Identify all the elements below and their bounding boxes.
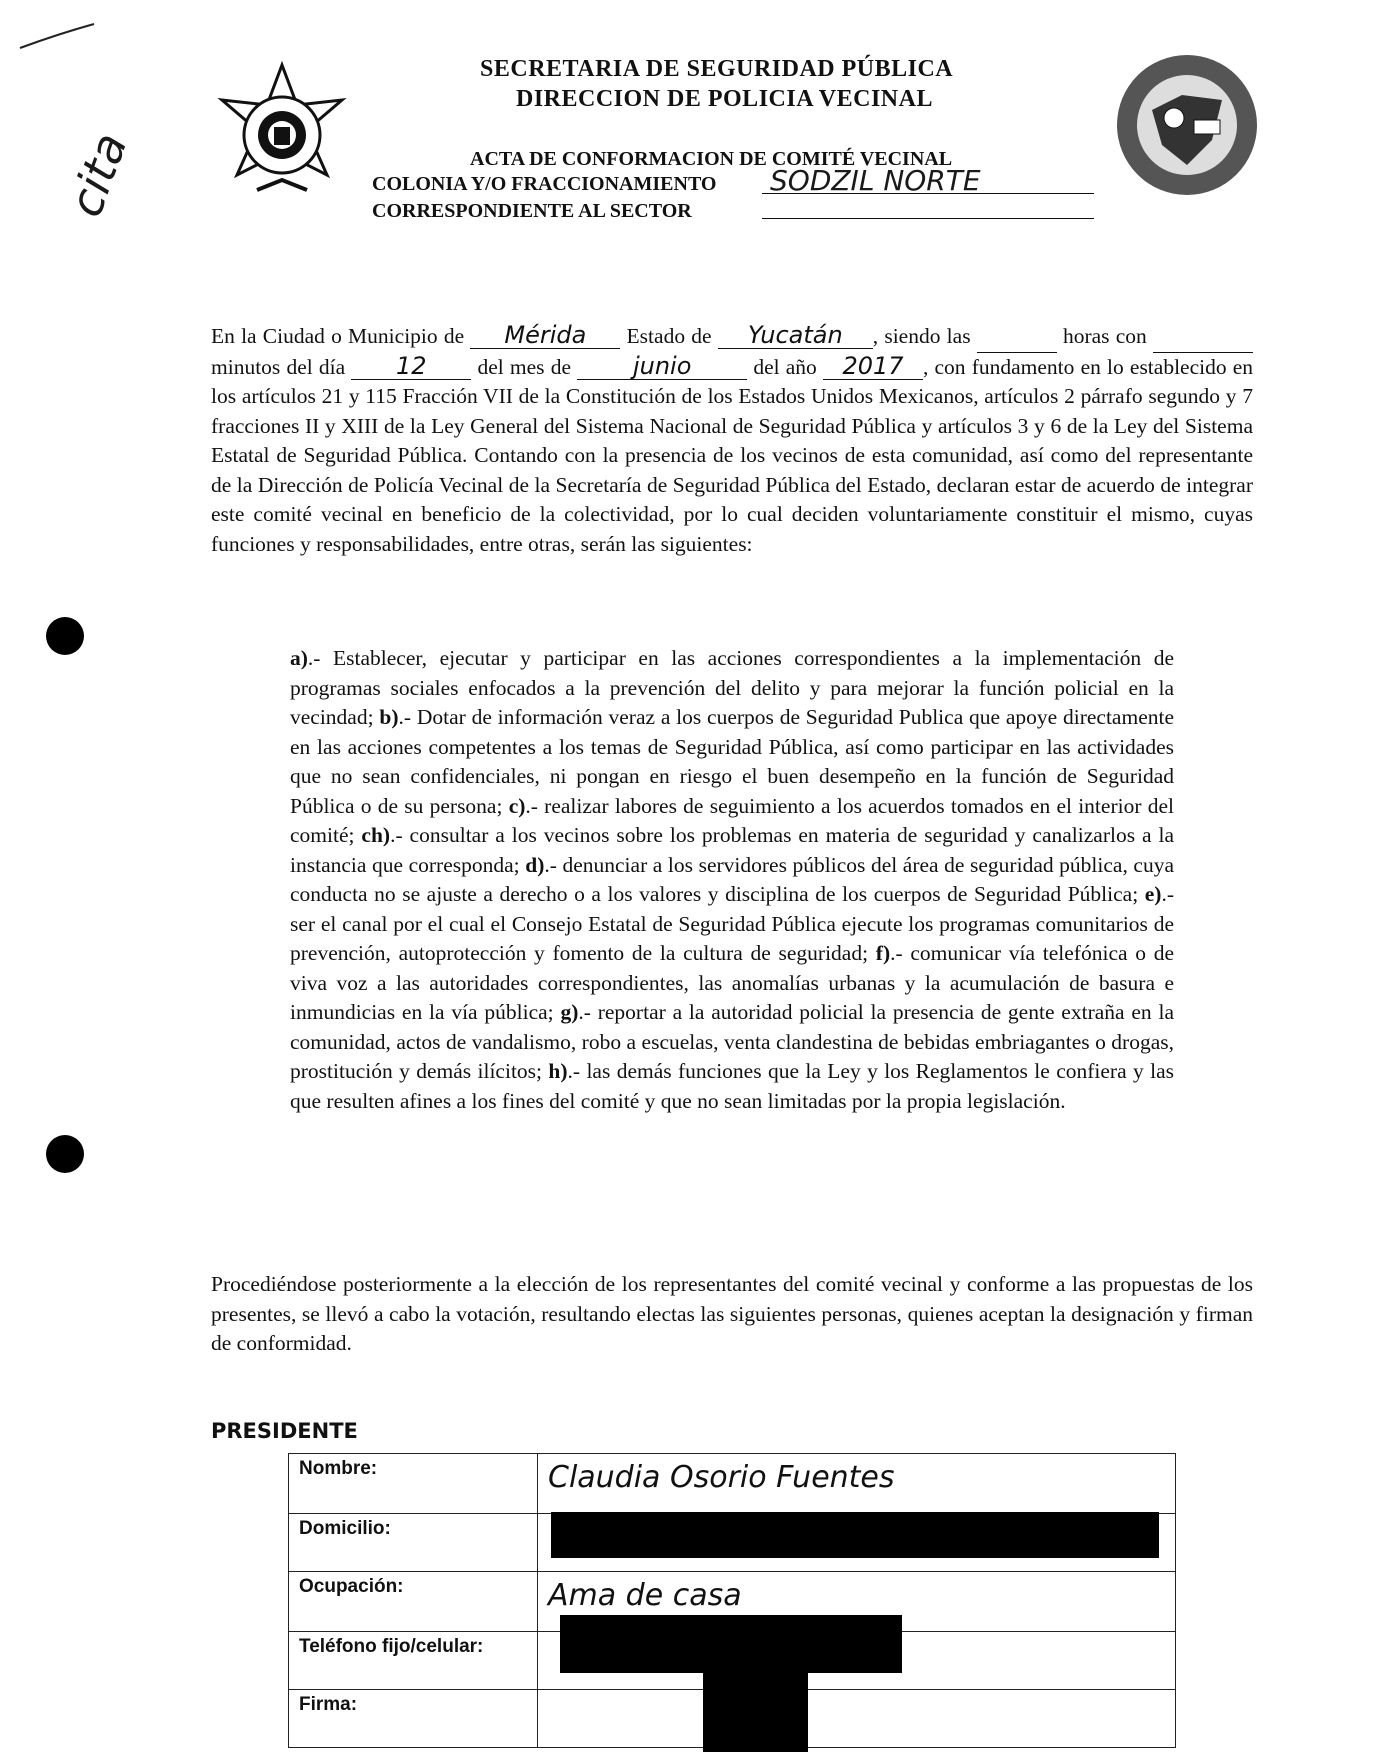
colonia-label: COLONIA Y/O FRACCIONAMIENTO (372, 173, 717, 195)
colonia-value: SODZIL NORTE (770, 164, 981, 197)
redacted-firma (703, 1670, 808, 1752)
sector-field-line (762, 218, 1094, 219)
header-title: SECRETARIA DE SEGURIDAD PÚBLICA (480, 56, 954, 82)
firma-label: Firma: (289, 1690, 538, 1748)
year-value: 2017 (823, 353, 923, 380)
margin-handwriting: cita (58, 125, 138, 224)
punch-hole-bottom (46, 1135, 84, 1173)
president-heading: PRESIDENTE (211, 1419, 358, 1443)
consejo-estatal-seal-logo (1112, 50, 1262, 200)
acta-title: ACTA DE CONFORMACION DE COMITÉ VECINAL (470, 148, 953, 170)
state-value: Yucatán (718, 322, 873, 349)
punch-hole-top (46, 617, 84, 655)
nombre-label: Nombre: (289, 1454, 538, 1514)
functions-paragraph: a).- Establecer, ejecutar y participar en las acciones correspondientes a la implementación de programas sociales enfocados a la prevención del delito y para mejorar la función policial en la vecindad; b).- Dotar de información veraz a los cuerpos de Seguridad Publica que apoye directamente en las acciones competentes a los temas de Seguridad Pública, así como participar en las actividades que no sean confidenciales, ni pongan en riesgo el buen desempeño en la función de Seguridad Pública o de su persona; c).- realizar labores de seguimiento a los acuerdos tomados en el interior del comité; ch).- consultar a los vecinos sobre los problemas en materia de seguridad y canalizarlos a la instancia que corresponda; d).- denunciar a los servidores públicos del área de seguridad pública, cuya conducta no se ajuste a derecho o a los valores y disciplina de los cuerpos de Seguridad Pública; e).- ser el canal por el cual el Consejo Estatal de Seguridad Pública ejecute los programas comunitarios de prevención, autoprotección y fomento de la cultura de seguridad; f).- comunicar vía telefónica o de viva voz a las autoridades correspondientes, las anomalías urbanas y la acumulación de basura e inmundicias en la vía pública; g).- reportar a la autoridad policial la presencia de gente extraña en la comunidad, actos de vandalismo, robo a escuelas, venta clandestina de bebidas embriagantes o drogas, prostitución y demás ilícitos; h).- las demás funciones que la Ley y los Reglamentos le confiera y las que resulten afines a los fines del comité y que no sean limitadas por la propia legislación. (290, 646, 1175, 1113)
firma-value-cell (538, 1690, 1176, 1748)
police-seal-logo (212, 60, 352, 210)
city-value: Mérida (470, 322, 620, 349)
redacted-telefono (560, 1615, 902, 1673)
redacted-domicilio (551, 1512, 1159, 1558)
ocupacion-label: Ocupación: (289, 1572, 538, 1632)
ocupacion-value: Ama de casa (538, 1572, 1176, 1632)
day-value: 12 (351, 353, 471, 380)
nombre-value: Claudia Osorio Fuentes (538, 1454, 1176, 1514)
telefono-label: Teléfono fijo/celular: (289, 1632, 538, 1690)
closing-paragraph: Procediéndose posteriormente a la elección de los representantes del comité vecinal y conforme a las propuestas de los presentes, se llevó a cabo la votación, resultando electas las siguientes personas, quienes aceptan la designación y firman de conformidad. (211, 1272, 1253, 1355)
hours-blank (977, 322, 1057, 353)
table-row (289, 1454, 1176, 1514)
month-value: junio (577, 353, 747, 380)
intro-paragraph: En la Ciudad o Municipio de Mérida Estado de Yucatán , siendo las horas con minutos del día 12 del mes de junio del año 2017 , con fundamento en lo establecido en los artículos 21 y 115 Fracción VII de la Constitución de los Estados Unidos Mexicanos, artículos 2 párrafo segundo y 7 fracciones II y XIII de la Ley General del Sistema Nacional de Seguridad Pública y artículos 3 y 6 de la Ley del Sistema Estatal de Seguridad Pública. Contando con la presencia de los vecinos de esta comunidad, así como del representante de la Dirección de Policía Vecinal de la Secretaría de Seguridad Pública del Estado, declaran estar de acuerdo de integrar este comité vecinal en beneficio de la colectividad, por lo cual deciden voluntariamente constituir el mismo, cuyas funciones y responsabilidades, entre otras, serán las siguientes: (211, 321, 1254, 556)
sector-label: CORRESPONDIENTE AL SECTOR (372, 200, 692, 222)
minutes-blank (1153, 322, 1253, 353)
pen-stroke-mark (18, 18, 98, 58)
header-subtitle: DIRECCION DE POLICIA VECINAL (516, 86, 933, 112)
domicilio-label: Domicilio: (289, 1514, 538, 1572)
